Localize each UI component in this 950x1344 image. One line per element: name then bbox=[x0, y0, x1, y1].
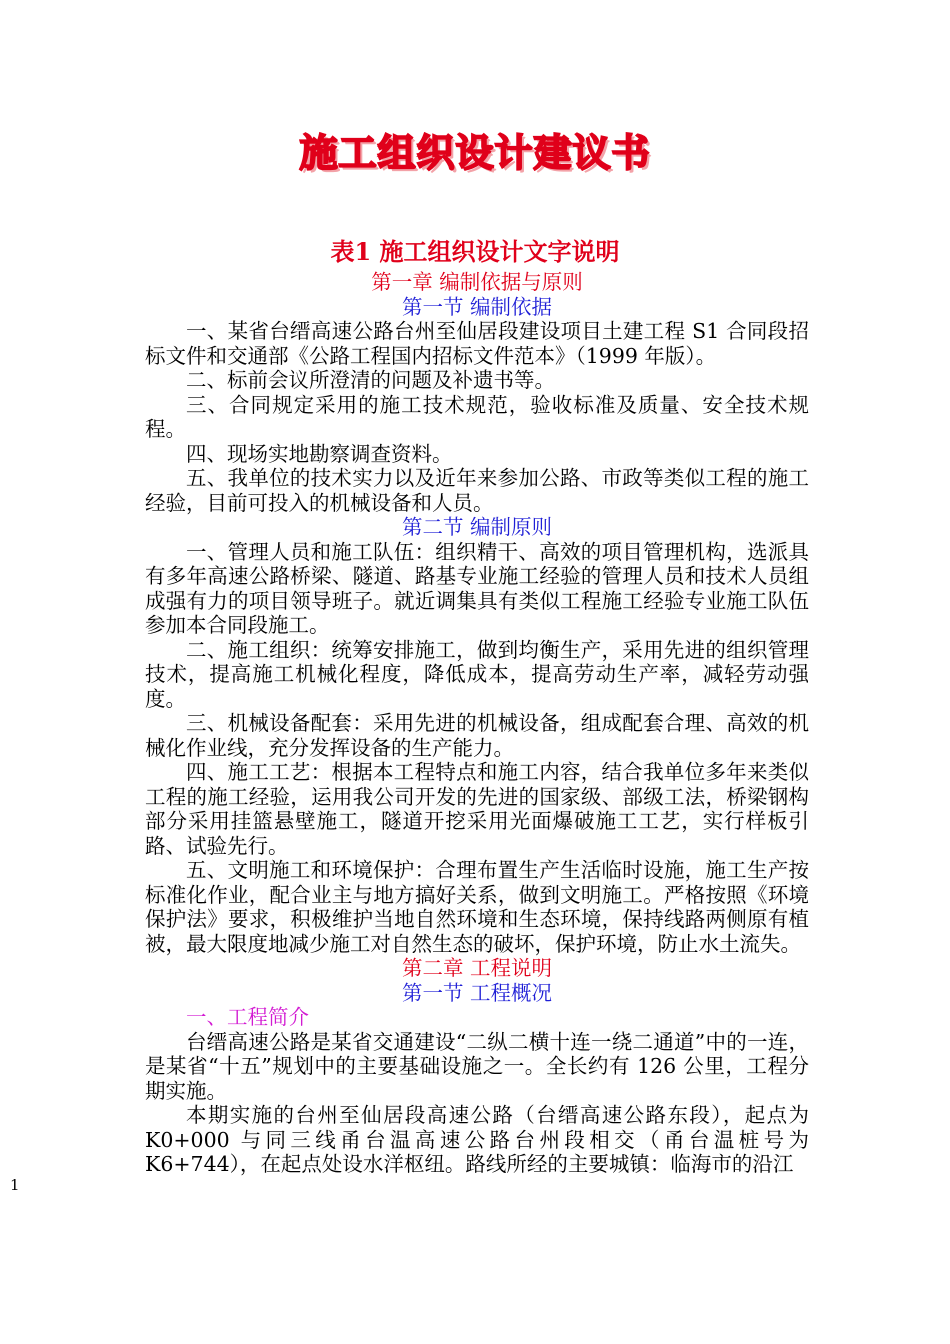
paragraph: 三、合同规定采用的施工技术规范，验收标准及质量、安全技术规程。 bbox=[145, 392, 809, 441]
paragraph: 五、我单位的技术实力以及近年来参加公路、市政等类似工程的施工经验，目前可投入的机械设备和人员。 bbox=[145, 466, 809, 515]
subsection-heading: 一、工程简介 bbox=[186, 1005, 309, 1029]
paragraph: 本期实施的台州至仙居段高速公路（台缙高速公路东段），起点为 K0+000 与同三线甬台温高速公路台州段相交（甬台温桩号为 K6+744），在起点处设水洋枢纽。路线所经的主要城镇：临海市的沿江 bbox=[145, 1103, 809, 1176]
section-heading: 第一节 编制依据 bbox=[401, 294, 553, 319]
document-title: 施工组织设计建议书 bbox=[299, 131, 651, 175]
document-body bbox=[145, 270, 809, 1177]
table-title: 表1 施工组织设计文字说明 bbox=[330, 237, 620, 266]
paragraph: 四、现场实地勘察调查资料。 bbox=[186, 441, 453, 466]
section-heading: 第一节 工程概况 bbox=[401, 980, 553, 1005]
paragraph: 二、施工组织：统筹安排施工，做到均衡生产，采用先进的组织管理技术，提高施工机械化程度，降低成本，提高劳动生产率，减轻劳动强度。 bbox=[145, 637, 809, 711]
section-heading: 第二节 编制原则 bbox=[401, 515, 553, 539]
paragraph: 台缙高速公路是某省交通建设“二纵二横十连一绕二通道”中的一连，是某省“十五”规划中的主要基础设施之一。全长约有 126 公里，工程分期实施。 bbox=[145, 1029, 809, 1103]
chapter-heading: 第一章 编制依据与原则 bbox=[371, 270, 583, 294]
paragraph: 四、施工工艺：根据本工程特点和施工内容，结合我单位多年来类似工程的施工经验，运用我公司开发的先进的国家级、部级工法，桥梁钢构部分采用挂篮悬壁施工，隧道开挖采用光面爆破施工工艺，实行样板引路、试验先行。 bbox=[145, 760, 809, 858]
paragraph: 五、文明施工和环境保护：合理布置生产生活临时设施，施工生产按标准化作业，配合业主与地方搞好关系，做到文明施工。严格按照《环境保护法》要求，积极维护当地自然环境和生态环境，保持线路两侧原有植被，最大限度地减少施工对自然生态的破坏，保护环境，防止水土流失。 bbox=[145, 858, 809, 956]
chapter-heading: 第二章 工程说明 bbox=[401, 956, 553, 980]
paragraph: 一、某省台缙高速公路台州至仙居段建设项目土建工程 S1 合同段招标文件和交通部《公路工程国内招标文件范本》（1999 年版）。 bbox=[145, 319, 809, 368]
paragraph: 三、机械设备配套：采用先进的机械设备，组成配套合理、高效的机械化作业线，充分发挥设备的生产能力。 bbox=[145, 711, 809, 760]
paragraph: 一、管理人员和施工队伍：组织精干、高效的项目管理机构，选派具有多年高速公路桥梁、隧道、路基专业施工经验的管理人员和技术人员组成强有力的项目领导班子。就近调集具有类似工程施工经验专业施工队伍参加本合同段施工。 bbox=[145, 539, 809, 637]
paragraph: 二、标前会议所澄清的问题及补遗书等。 bbox=[186, 368, 555, 392]
page-number: 1 bbox=[10, 1176, 20, 1194]
